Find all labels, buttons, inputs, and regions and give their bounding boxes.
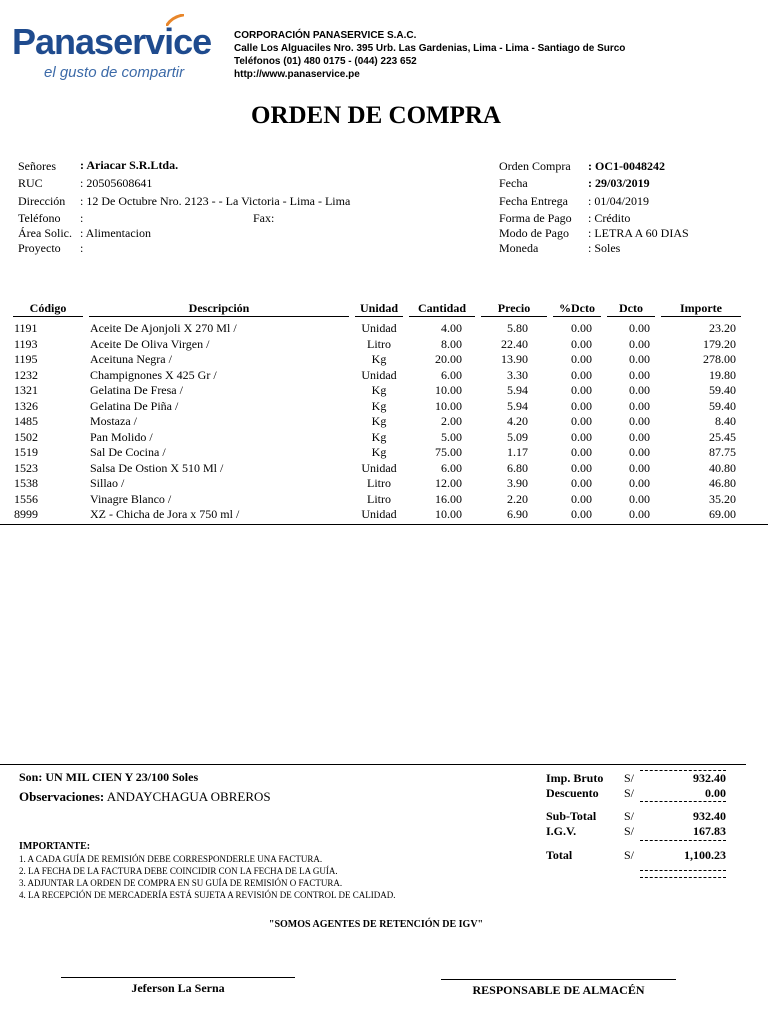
table-row	[10, 414, 744, 430]
table-row	[10, 430, 744, 446]
entrega-value: : 01/04/2019	[588, 194, 650, 208]
cell-precio: 5.80	[507, 321, 528, 335]
col-header-pct-dcto: %Dcto	[550, 300, 604, 318]
cell-importe: 19.80	[709, 367, 736, 382]
note-line: 1. A CADA GUÍA DE REMISIÓN DEBE CORRESPONDERLE UNA FACTURA.	[19, 854, 323, 864]
cell-descripcion: Pan Molido /	[90, 429, 153, 444]
cell-codigo: 1502	[14, 429, 38, 444]
signature-line-right	[441, 979, 676, 980]
area-label: Área Solic.	[18, 226, 72, 240]
descuento-label: Descuento	[546, 786, 599, 800]
logo-tagline: el gusto de compartir	[44, 64, 185, 81]
total-label: Total	[546, 848, 573, 862]
cell-importe: 8.40	[715, 414, 736, 428]
cell-importe: 40.80	[709, 460, 736, 475]
direccion-label: Dirección	[18, 194, 66, 208]
cell-cantidad: 4.00	[441, 321, 462, 335]
cell-cantidad: 10.00	[435, 507, 462, 521]
cell-descripcion: Aceite De Oliva Virgen /	[90, 336, 210, 351]
table-row	[10, 492, 744, 508]
modo-pago-value: : LETRA A 60 DIAS	[588, 226, 689, 240]
descuento-value: 0.00	[705, 786, 726, 800]
cell-dcto: 0.00	[629, 460, 650, 475]
cell-pct-dcto: 0.00	[571, 429, 592, 444]
col-header-unidad: Unidad	[352, 300, 406, 318]
table-row	[10, 337, 744, 353]
note-line: 2. LA FECHA DE LA FACTURA DEBE COINCIDIR CON LA FECHA DE LA GUÍA.	[19, 866, 338, 876]
subtotal-currency: S/	[624, 809, 635, 823]
company-phones: Teléfonos (01) 480 0175 - (044) 223 652	[234, 56, 417, 67]
cell-unidad: Litro	[367, 476, 391, 490]
notes-title: IMPORTANTE:	[19, 841, 91, 852]
cell-codigo: 1326	[14, 398, 38, 413]
igv-currency: S/	[624, 824, 635, 838]
cell-precio: 5.94	[507, 398, 528, 413]
forma-pago-value: : Crédito	[588, 211, 631, 225]
amount-in-words: Son: UN MIL CIEN Y 23/100 Soles	[19, 770, 199, 784]
cell-precio: 4.20	[507, 414, 528, 428]
cell-unidad: Kg	[371, 429, 387, 444]
col-header-importe: Importe	[658, 300, 744, 318]
cell-importe: 179.20	[703, 336, 736, 351]
signature-name-left: Jeferson La Serna	[131, 981, 225, 995]
retention-notice: "SOMOS AGENTES DE RETENCIÓN DE IGV"	[268, 919, 484, 930]
signature-name-right: RESPONSABLE DE ALMACÉN	[472, 983, 645, 997]
logo-text-end: ce	[173, 21, 212, 62]
descuento-currency: S/	[624, 786, 635, 800]
cell-descripcion: Gelatina De Fresa /	[90, 383, 183, 397]
cell-importe: 278.00	[703, 352, 736, 366]
cell-importe: 25.45	[709, 429, 736, 444]
orden-value: : OC1-0048242	[588, 159, 665, 173]
cell-precio: 3.90	[507, 476, 528, 490]
cell-descripcion: Gelatina De Piña /	[90, 398, 179, 413]
logo-text-i: i	[164, 21, 174, 62]
cell-pct-dcto: 0.00	[571, 445, 592, 459]
telefono-value: :	[80, 211, 84, 225]
igv-value: 167.83	[693, 824, 726, 838]
ruc-label: RUC	[18, 176, 43, 190]
cell-pct-dcto: 0.00	[571, 414, 592, 428]
cell-pct-dcto: 0.00	[571, 491, 592, 506]
dash-line	[640, 801, 726, 802]
table-header-row	[10, 300, 744, 318]
cell-codigo: 1195	[14, 352, 38, 366]
cell-unidad: Unidad	[361, 321, 397, 335]
table-row	[10, 352, 744, 368]
cell-cantidad: 6.00	[441, 460, 462, 475]
cell-cantidad: 12.00	[435, 476, 462, 490]
senores-value: : Ariacar S.R.Ltda.	[80, 158, 179, 172]
cell-importe: 35.20	[709, 491, 736, 506]
senores-label: Señores	[18, 159, 56, 173]
cell-codigo: 1191	[14, 321, 38, 335]
note-line: 4. LA RECEPCIÓN DE MERCADERÍA ESTÁ SUJETA A REVISIÓN DE CONTROL DE CALIDAD.	[19, 890, 396, 900]
cell-precio: 6.80	[507, 460, 528, 475]
cell-unidad: Kg	[371, 414, 387, 428]
cell-precio: 5.94	[507, 383, 528, 397]
cell-dcto: 0.00	[629, 445, 650, 459]
cell-precio: 5.09	[507, 429, 528, 444]
col-header-codigo: Código	[10, 300, 86, 318]
dash-line	[640, 840, 726, 841]
cell-dcto: 0.00	[629, 352, 650, 366]
cell-codigo: 1519	[14, 445, 38, 459]
cell-descripcion: Sal De Cocina /	[90, 445, 166, 459]
igv-label: I.G.V.	[546, 824, 577, 838]
table-row	[10, 368, 744, 384]
cell-dcto: 0.00	[629, 476, 650, 490]
cell-pct-dcto: 0.00	[571, 352, 592, 366]
cell-pct-dcto: 0.00	[571, 321, 592, 335]
modo-pago-label: Modo de Pago	[499, 226, 569, 240]
cell-codigo: 1538	[14, 476, 38, 490]
entrega-label: Fecha Entrega	[499, 194, 568, 208]
table-row	[10, 507, 744, 523]
cell-unidad: Kg	[371, 352, 387, 366]
cell-importe: 59.40	[709, 383, 736, 397]
forma-pago-label: Forma de Pago	[499, 211, 572, 225]
note-line: 3. ADJUNTAR LA ORDEN DE COMPRA EN SU GUÍA DE REMISIÓN O FACTURA.	[19, 878, 343, 888]
cell-precio: 3.30	[507, 367, 528, 382]
observations-value: ANDAYCHAGUA OBREROS	[104, 789, 271, 804]
cell-cantidad: 10.00	[435, 383, 462, 397]
cell-descripcion: Sillao /	[90, 476, 125, 490]
cell-dcto: 0.00	[629, 429, 650, 444]
cell-pct-dcto: 0.00	[571, 398, 592, 413]
cell-importe: 46.80	[709, 476, 736, 490]
dash-line	[640, 877, 726, 878]
cell-dcto: 0.00	[629, 336, 650, 351]
imp-bruto-label: Imp. Bruto	[546, 771, 604, 785]
cell-codigo: 1193	[14, 336, 38, 351]
cell-dcto: 0.00	[629, 321, 650, 335]
table-row	[10, 445, 744, 461]
cell-dcto: 0.00	[629, 507, 650, 521]
cell-unidad: Kg	[371, 398, 387, 413]
table-row	[10, 318, 744, 337]
proyecto-value: :	[80, 241, 84, 255]
cell-cantidad: 20.00	[435, 352, 462, 366]
table-row	[10, 461, 744, 477]
cell-importe: 59.40	[709, 398, 736, 413]
cell-codigo: 1232	[14, 367, 38, 382]
cell-codigo: 1321	[14, 383, 38, 397]
cell-descripcion: Mostaza /	[90, 414, 137, 428]
logo-text: Panaserv	[12, 21, 165, 62]
cell-codigo: 1556	[14, 491, 38, 506]
cell-importe: 69.00	[709, 507, 736, 521]
total-currency: S/	[624, 848, 635, 862]
area-value: : Alimentacion	[80, 226, 151, 240]
direccion-value: : 12 De Octubre Nro. 2123 - - La Victoria - Lima - Lima	[80, 194, 351, 208]
logo-swoosh-icon	[166, 14, 184, 26]
cell-descripcion: Aceite De Ajonjoli X 270 Ml /	[90, 321, 237, 335]
company-name: CORPORACIÓN PANASERVICE S.A.C.	[234, 30, 417, 41]
cell-descripcion: Salsa De Ostion X 510 Ml /	[90, 460, 224, 475]
fecha-value: : 29/03/2019	[588, 176, 650, 190]
observations	[19, 789, 271, 805]
cell-dcto: 0.00	[629, 414, 650, 428]
cell-unidad: Kg	[371, 383, 387, 397]
fecha-label: Fecha	[499, 176, 528, 190]
table-row	[10, 383, 744, 399]
cell-unidad: Litro	[367, 491, 391, 506]
cell-codigo: 8999	[14, 507, 38, 521]
cell-unidad: Unidad	[361, 367, 397, 382]
cell-unidad: Litro	[367, 336, 391, 351]
company-address: Calle Los Alguaciles Nro. 395 Urb. Las Gardenias, Lima - Lima - Santiago de Surco	[234, 43, 626, 54]
observations-label: Observaciones:	[19, 789, 105, 804]
ruc-value: : 20505608641	[80, 176, 153, 190]
cell-importe: 23.20	[709, 321, 736, 335]
cell-pct-dcto: 0.00	[571, 383, 592, 397]
table-row	[10, 399, 744, 415]
orden-label: Orden Compra	[499, 159, 571, 173]
subtotal-label: Sub-Total	[546, 809, 597, 823]
table-bottom-rule	[0, 524, 768, 525]
cell-cantidad: 10.00	[435, 398, 462, 413]
cell-dcto: 0.00	[629, 491, 650, 506]
table-row	[10, 476, 744, 492]
cell-cantidad: 75.00	[435, 445, 462, 459]
cell-precio: 1.17	[507, 445, 528, 459]
col-header-dcto: Dcto	[604, 300, 658, 318]
company-logo	[12, 22, 211, 62]
cell-cantidad: 5.00	[441, 429, 462, 444]
cell-descripcion: XZ - Chicha de Jora x 750 ml /	[90, 507, 240, 521]
company-website: http://www.panaservice.pe	[234, 69, 360, 80]
cell-codigo: 1485	[14, 414, 38, 428]
cell-dcto: 0.00	[629, 367, 650, 382]
cell-pct-dcto: 0.00	[571, 476, 592, 490]
subtotal-value: 932.40	[693, 809, 726, 823]
summary-top-rule	[0, 764, 746, 765]
cell-cantidad: 16.00	[435, 491, 462, 506]
cell-dcto: 0.00	[629, 383, 650, 397]
cell-precio: 6.90	[507, 507, 528, 521]
cell-pct-dcto: 0.00	[571, 460, 592, 475]
fax-label: Fax:	[253, 211, 275, 225]
col-header-cantidad: Cantidad	[406, 300, 478, 318]
col-header-precio: Precio	[478, 300, 550, 318]
cell-importe: 87.75	[709, 445, 736, 459]
total-value: 1,100.23	[684, 848, 726, 862]
cell-descripcion: Aceituna Negra /	[90, 352, 172, 366]
cell-cantidad: 6.00	[441, 367, 462, 382]
telefono-label: Teléfono	[18, 211, 61, 225]
imp-bruto-value: 932.40	[693, 771, 726, 785]
cell-pct-dcto: 0.00	[571, 367, 592, 382]
cell-codigo: 1523	[14, 460, 38, 475]
cell-unidad: Unidad	[361, 507, 397, 521]
cell-precio: 13.90	[501, 352, 528, 366]
cell-precio: 2.20	[507, 491, 528, 506]
cell-dcto: 0.00	[629, 398, 650, 413]
document-title: ORDEN DE COMPRA	[251, 102, 501, 129]
signature-line-left	[61, 977, 295, 978]
imp-bruto-currency: S/	[624, 771, 635, 785]
col-header-descripcion: Descripción	[86, 300, 352, 318]
proyecto-label: Proyecto	[18, 241, 61, 255]
cell-cantidad: 8.00	[441, 336, 462, 351]
dash-line	[640, 870, 726, 871]
cell-cantidad: 2.00	[441, 414, 462, 428]
cell-unidad: Unidad	[361, 460, 397, 475]
cell-precio: 22.40	[501, 336, 528, 351]
moneda-value: : Soles	[588, 241, 621, 255]
cell-pct-dcto: 0.00	[571, 336, 592, 351]
cell-descripcion: Vinagre Blanco /	[90, 491, 172, 506]
cell-unidad: Kg	[371, 445, 387, 459]
moneda-label: Moneda	[499, 241, 539, 255]
cell-descripcion: Champignones X 425 Gr /	[90, 367, 217, 382]
items-table	[10, 300, 744, 523]
cell-pct-dcto: 0.00	[571, 507, 592, 521]
